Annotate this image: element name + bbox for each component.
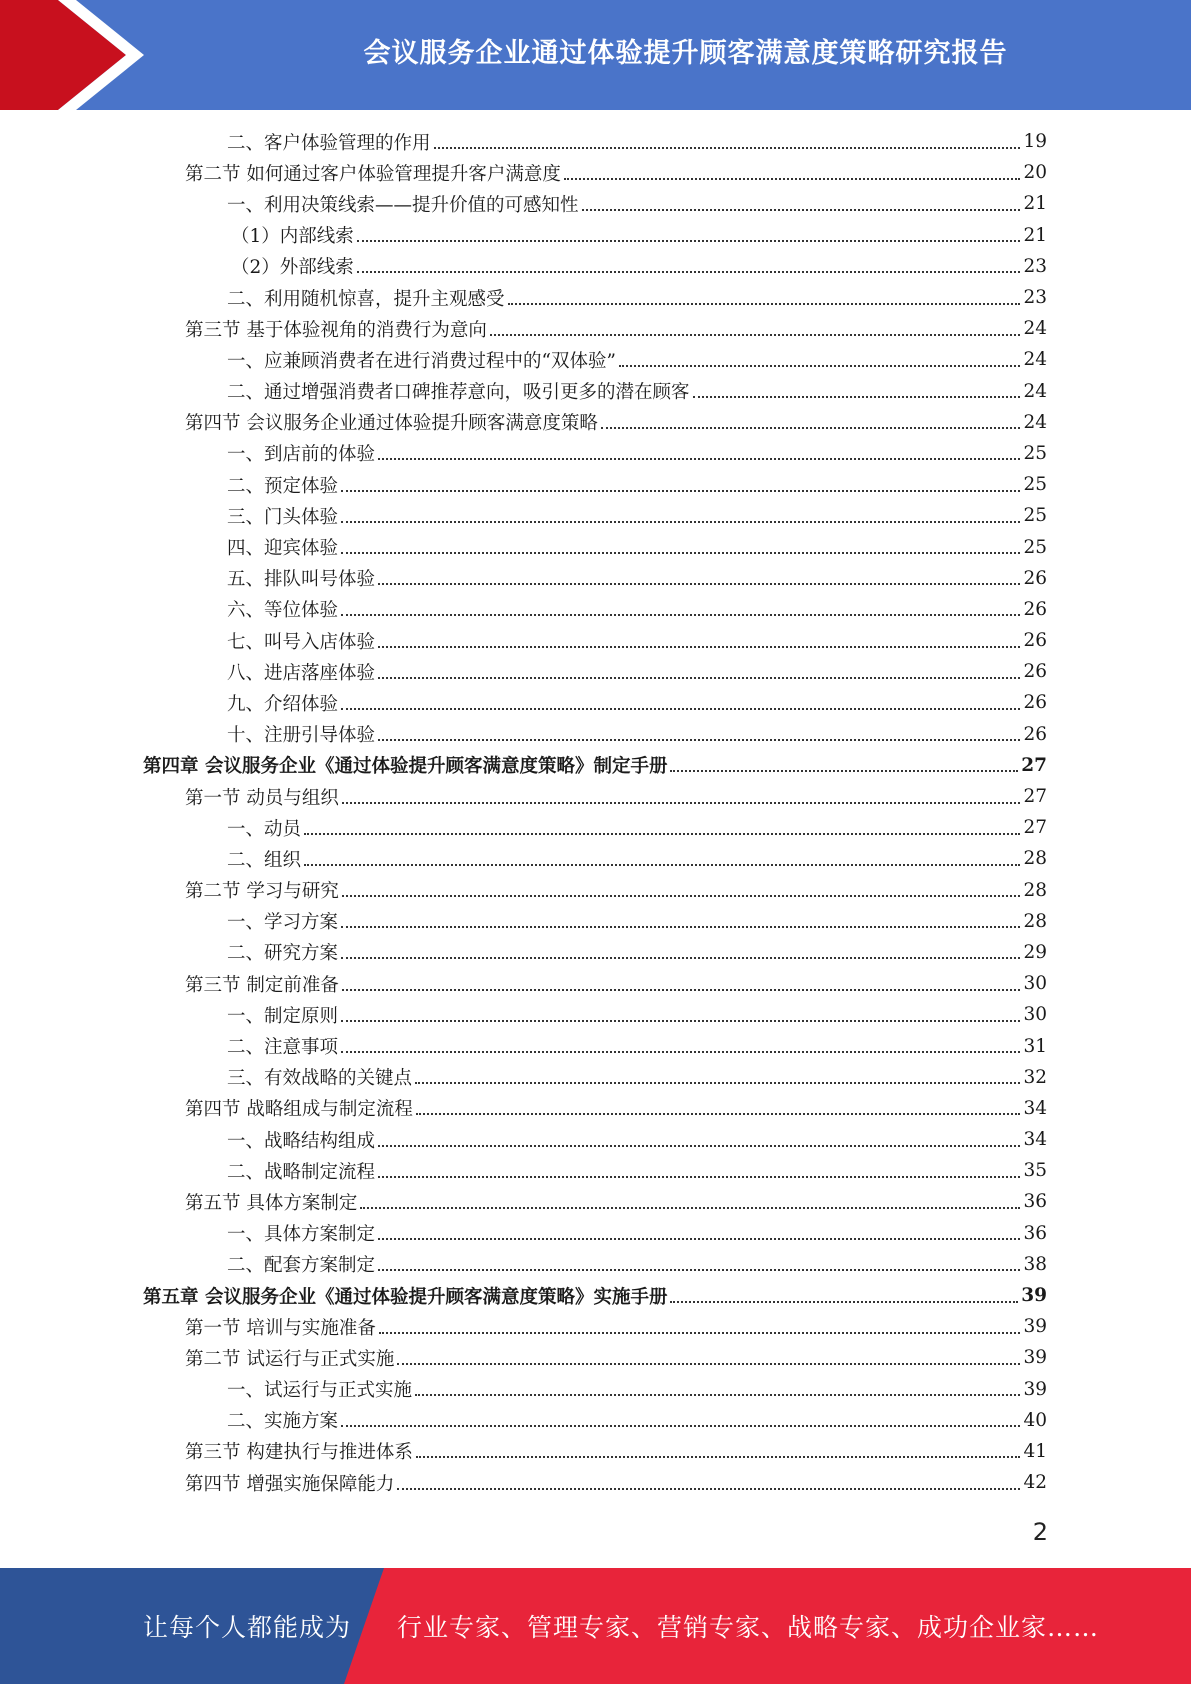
toc-entry-title: 一、具体方案制定	[227, 1224, 376, 1246]
toc-entry[interactable]	[143, 781, 1047, 812]
toc-entry-page: 23	[1023, 287, 1047, 309]
toc-entry[interactable]	[143, 126, 1047, 157]
toc-entry-page: 34	[1023, 1129, 1047, 1151]
toc-entry[interactable]	[143, 906, 1047, 937]
toc-dot-leader	[378, 1145, 1020, 1147]
toc-entry[interactable]	[143, 999, 1047, 1030]
toc-dot-leader	[490, 334, 1021, 336]
toc-entry-page: 26	[1023, 692, 1047, 714]
toc-dot-leader	[342, 989, 1021, 991]
toc-entry[interactable]	[143, 812, 1047, 843]
toc-dot-leader	[357, 271, 1021, 273]
toc-entry-title: 第四章 会议服务企业《通过体验提升顾客满意度策略》制定手册	[143, 756, 668, 778]
toc-entry[interactable]	[143, 1093, 1047, 1124]
toc-entry-title: 六、等位体验	[227, 600, 339, 622]
toc-entry-page: 26	[1023, 598, 1047, 620]
toc-entry-page: 25	[1023, 536, 1047, 558]
toc-entry[interactable]	[143, 376, 1047, 407]
toc-entry-page: 42	[1023, 1472, 1047, 1494]
toc-entry-title: 一、学习方案	[227, 912, 339, 934]
toc-entry[interactable]	[143, 719, 1047, 750]
toc-entry-page: 39	[1023, 1316, 1047, 1338]
toc-entry-title: 第四节 战略组成与制定流程	[185, 1099, 413, 1121]
toc-entry[interactable]	[143, 937, 1047, 968]
toc-entry[interactable]	[143, 1155, 1047, 1186]
toc-entry[interactable]	[143, 251, 1047, 282]
page-footer	[0, 1568, 1191, 1684]
toc-dot-leader	[378, 1176, 1020, 1178]
toc-entry-page: 26	[1023, 630, 1047, 652]
toc-dot-leader	[341, 1020, 1020, 1022]
toc-entry-page: 41	[1023, 1440, 1047, 1462]
toc-entry-page: 26	[1023, 567, 1047, 589]
toc-dot-leader	[416, 1456, 1021, 1458]
toc-entry-page: 24	[1023, 411, 1047, 433]
toc-entry-page: 23	[1023, 255, 1047, 277]
toc-entry-title: 七、叫号入店体验	[227, 631, 376, 653]
toc-entry-page: 24	[1023, 318, 1047, 340]
toc-dot-leader	[341, 552, 1020, 554]
toc-entry[interactable]	[143, 1280, 1047, 1311]
toc-entry[interactable]	[143, 1311, 1047, 1342]
toc-entry-page: 27	[1023, 817, 1047, 839]
footer-slogan-right: 行业专家、管理专家、营销专家、战略专家、成功企业家……	[397, 1613, 1100, 1642]
toc-entry-page: 25	[1023, 474, 1047, 496]
toc-entry[interactable]	[143, 531, 1047, 562]
toc-entry[interactable]	[143, 1124, 1047, 1155]
toc-dot-leader	[342, 895, 1021, 897]
toc-dot-leader	[397, 1488, 1020, 1490]
toc-entry-title: 一、战略结构组成	[227, 1130, 376, 1152]
toc-entry[interactable]	[143, 687, 1047, 718]
toc-entry[interactable]	[143, 1436, 1047, 1467]
toc-entry[interactable]	[143, 1249, 1047, 1280]
toc-entry-page: 32	[1023, 1066, 1047, 1088]
toc-entry-title: 一、制定原则	[227, 1005, 339, 1027]
toc-entry-page: 40	[1023, 1409, 1047, 1431]
toc-dot-leader	[378, 583, 1020, 585]
toc-dot-leader	[693, 396, 1021, 398]
toc-entry-page: 21	[1023, 224, 1047, 246]
toc-dot-leader	[378, 458, 1020, 460]
toc-entry-title: 第三节 制定前准备	[185, 974, 339, 996]
toc-entry[interactable]	[143, 500, 1047, 531]
toc-entry-page: 27	[1023, 786, 1047, 808]
toc-entry-title: 四、迎宾体验	[227, 538, 339, 560]
toc-entry-title: 二、客户体验管理的作用	[227, 132, 431, 154]
toc-entry-title: 二、配套方案制定	[227, 1255, 376, 1277]
header-chevron-graphic	[0, 0, 160, 110]
toc-dot-leader	[415, 1082, 1020, 1084]
toc-entry[interactable]	[143, 656, 1047, 687]
toc-entry-title: 一、试运行与正式实施	[227, 1380, 413, 1402]
toc-entry-title: 五、排队叫号体验	[227, 569, 376, 591]
toc-dot-leader	[304, 833, 1020, 835]
toc-dot-leader	[670, 770, 1018, 772]
toc-entry[interactable]	[143, 563, 1047, 594]
toc-entry-title: 九、介绍体验	[227, 693, 339, 715]
toc-dot-leader	[508, 303, 1021, 305]
toc-entry-page: 39	[1021, 1285, 1047, 1307]
page-header	[0, 0, 1191, 110]
toc-entry[interactable]	[143, 1030, 1047, 1061]
toc-entry-title: （2）外部线索	[231, 257, 354, 279]
toc-entry[interactable]	[143, 1374, 1047, 1405]
toc-entry-page: 26	[1023, 723, 1047, 745]
toc-dot-leader	[360, 1207, 1020, 1209]
toc-entry-title: 第五章 会议服务企业《通过体验提升顾客满意度策略》实施手册	[143, 1286, 668, 1308]
toc-entry-title: 第二节 试运行与正式实施	[185, 1348, 395, 1370]
toc-entry[interactable]	[143, 313, 1047, 344]
footer-slogan-left: 让每个人都能成为	[143, 1613, 352, 1642]
toc-entry-page: 31	[1023, 1035, 1047, 1057]
toc-dot-leader	[582, 209, 1021, 211]
toc-entry-page: 34	[1023, 1097, 1047, 1119]
toc-dot-leader	[341, 490, 1020, 492]
toc-entry-page: 24	[1023, 349, 1047, 371]
toc-entry[interactable]	[143, 1405, 1047, 1436]
toc-dot-leader	[379, 1332, 1021, 1334]
toc-entry-title: 第一节 培训与实施准备	[185, 1317, 376, 1339]
toc-entry-title: 三、门头体验	[227, 506, 339, 528]
report-title: 会议服务企业通过体验提升顾客满意度策略研究报告	[363, 37, 1008, 69]
toc-entry[interactable]	[143, 1342, 1047, 1373]
toc-entry-page: 24	[1023, 380, 1047, 402]
toc-entry-page: 28	[1023, 910, 1047, 932]
toc-dot-leader	[378, 1238, 1020, 1240]
toc-entry-title: 第三节 基于体验视角的消费行为意向	[185, 319, 487, 341]
toc-entry-title: （1）内部线索	[231, 226, 354, 248]
toc-entry-page: 25	[1023, 505, 1047, 527]
toc-dot-leader	[357, 240, 1021, 242]
toc-entry-title: 二、研究方案	[227, 943, 339, 965]
toc-entry[interactable]	[143, 344, 1047, 375]
toc-dot-leader	[341, 614, 1020, 616]
toc-entry[interactable]	[143, 407, 1047, 438]
toc-entry[interactable]	[143, 875, 1047, 906]
toc-entry[interactable]	[143, 1186, 1047, 1217]
toc-entry-title: 第二节 如何通过客户体验管理提升客户满意度	[185, 163, 561, 185]
toc-entry-title: 第三节 构建执行与推进体系	[185, 1442, 413, 1464]
toc-entry-page: 39	[1023, 1378, 1047, 1400]
toc-dot-leader	[341, 926, 1020, 928]
toc-dot-leader	[397, 1363, 1020, 1365]
toc-entry-title: 一、到店前的体验	[227, 444, 376, 466]
toc-entry-title: 二、预定体验	[227, 475, 339, 497]
toc-entry[interactable]	[143, 188, 1047, 219]
toc-entry-page: 30	[1023, 973, 1047, 995]
toc-entry-title: 一、利用决策线索——提升价值的可感知性	[227, 194, 579, 216]
toc-dot-leader	[378, 646, 1020, 648]
toc-entry-title: 第五节 具体方案制定	[185, 1192, 358, 1214]
toc-entry-title: 二、组织	[227, 849, 302, 871]
toc-dot-leader	[619, 365, 1021, 367]
toc-entry[interactable]	[143, 1218, 1047, 1249]
toc-entry-page: 30	[1023, 1004, 1047, 1026]
toc-entry-page: 21	[1023, 193, 1047, 215]
toc-entry-page: 36	[1023, 1191, 1047, 1213]
toc-dot-leader	[342, 802, 1021, 804]
toc-entry[interactable]	[143, 469, 1047, 500]
toc-entry-title: 一、动员	[227, 818, 302, 840]
toc-entry-title: 二、注意事项	[227, 1037, 339, 1059]
toc-entry-title: 二、利用随机惊喜，提升主观感受	[227, 288, 505, 310]
toc-entry-page: 38	[1023, 1253, 1047, 1275]
toc-entry-page: 28	[1023, 879, 1047, 901]
toc-entry-page: 29	[1023, 941, 1047, 963]
toc-dot-leader	[416, 1113, 1021, 1115]
toc-entry-page: 25	[1023, 442, 1047, 464]
toc-entry-page: 26	[1023, 661, 1047, 683]
toc-entry-title: 二、战略制定流程	[227, 1161, 376, 1183]
toc-entry[interactable]	[143, 1467, 1047, 1498]
toc-dot-leader	[341, 1425, 1020, 1427]
chevron-red-shape	[0, 0, 126, 110]
toc-dot-leader	[601, 427, 1021, 429]
toc-dot-leader	[564, 178, 1021, 180]
toc-entry-title: 三、有效战略的关键点	[227, 1068, 413, 1090]
toc-entry-page: 39	[1023, 1347, 1047, 1369]
toc-dot-leader	[341, 708, 1020, 710]
toc-entry[interactable]	[143, 594, 1047, 625]
toc-dot-leader	[378, 739, 1020, 741]
toc-dot-leader	[304, 864, 1020, 866]
toc-entry-title: 一、应兼顾消费者在进行消费过程中的“双体验”	[227, 350, 616, 372]
toc-dot-leader	[341, 957, 1020, 959]
toc-dot-leader	[341, 1051, 1020, 1053]
toc-entry-title: 第一节 动员与组织	[185, 787, 339, 809]
toc-entry-title: 二、实施方案	[227, 1411, 339, 1433]
toc-entry-page: 20	[1023, 162, 1047, 184]
toc-entry-page: 36	[1023, 1222, 1047, 1244]
toc-entry-page: 27	[1021, 754, 1047, 776]
toc-entry-title: 十、注册引导体验	[227, 725, 376, 747]
toc-dot-leader	[341, 521, 1020, 523]
table-of-contents	[143, 126, 1047, 1498]
toc-entry[interactable]	[143, 968, 1047, 999]
toc-entry[interactable]	[143, 220, 1047, 251]
toc-entry-page: 19	[1023, 131, 1047, 153]
toc-entry[interactable]	[143, 625, 1047, 656]
toc-entry-page: 28	[1023, 848, 1047, 870]
toc-dot-leader	[378, 1269, 1020, 1271]
toc-entry[interactable]	[143, 1062, 1047, 1093]
toc-entry-page: 35	[1023, 1160, 1047, 1182]
toc-entry-title: 第四节 会议服务企业通过体验提升顾客满意度策略	[185, 413, 598, 435]
toc-dot-leader	[378, 677, 1020, 679]
toc-entry[interactable]	[143, 282, 1047, 313]
toc-entry-title: 二、通过增强消费者口碑推荐意向，吸引更多的潜在顾客	[227, 382, 690, 404]
toc-entry-title: 第四节 增强实施保障能力	[185, 1473, 395, 1495]
toc-entry[interactable]	[143, 750, 1047, 781]
toc-entry[interactable]	[143, 438, 1047, 469]
toc-entry[interactable]	[143, 157, 1047, 188]
toc-dot-leader	[670, 1301, 1018, 1303]
toc-entry[interactable]	[143, 843, 1047, 874]
toc-entry-title: 第二节 学习与研究	[185, 881, 339, 903]
toc-entry-title: 八、进店落座体验	[227, 662, 376, 684]
toc-dot-leader	[415, 1394, 1020, 1396]
page-number: 2	[1032, 1518, 1048, 1546]
toc-dot-leader	[434, 147, 1021, 149]
